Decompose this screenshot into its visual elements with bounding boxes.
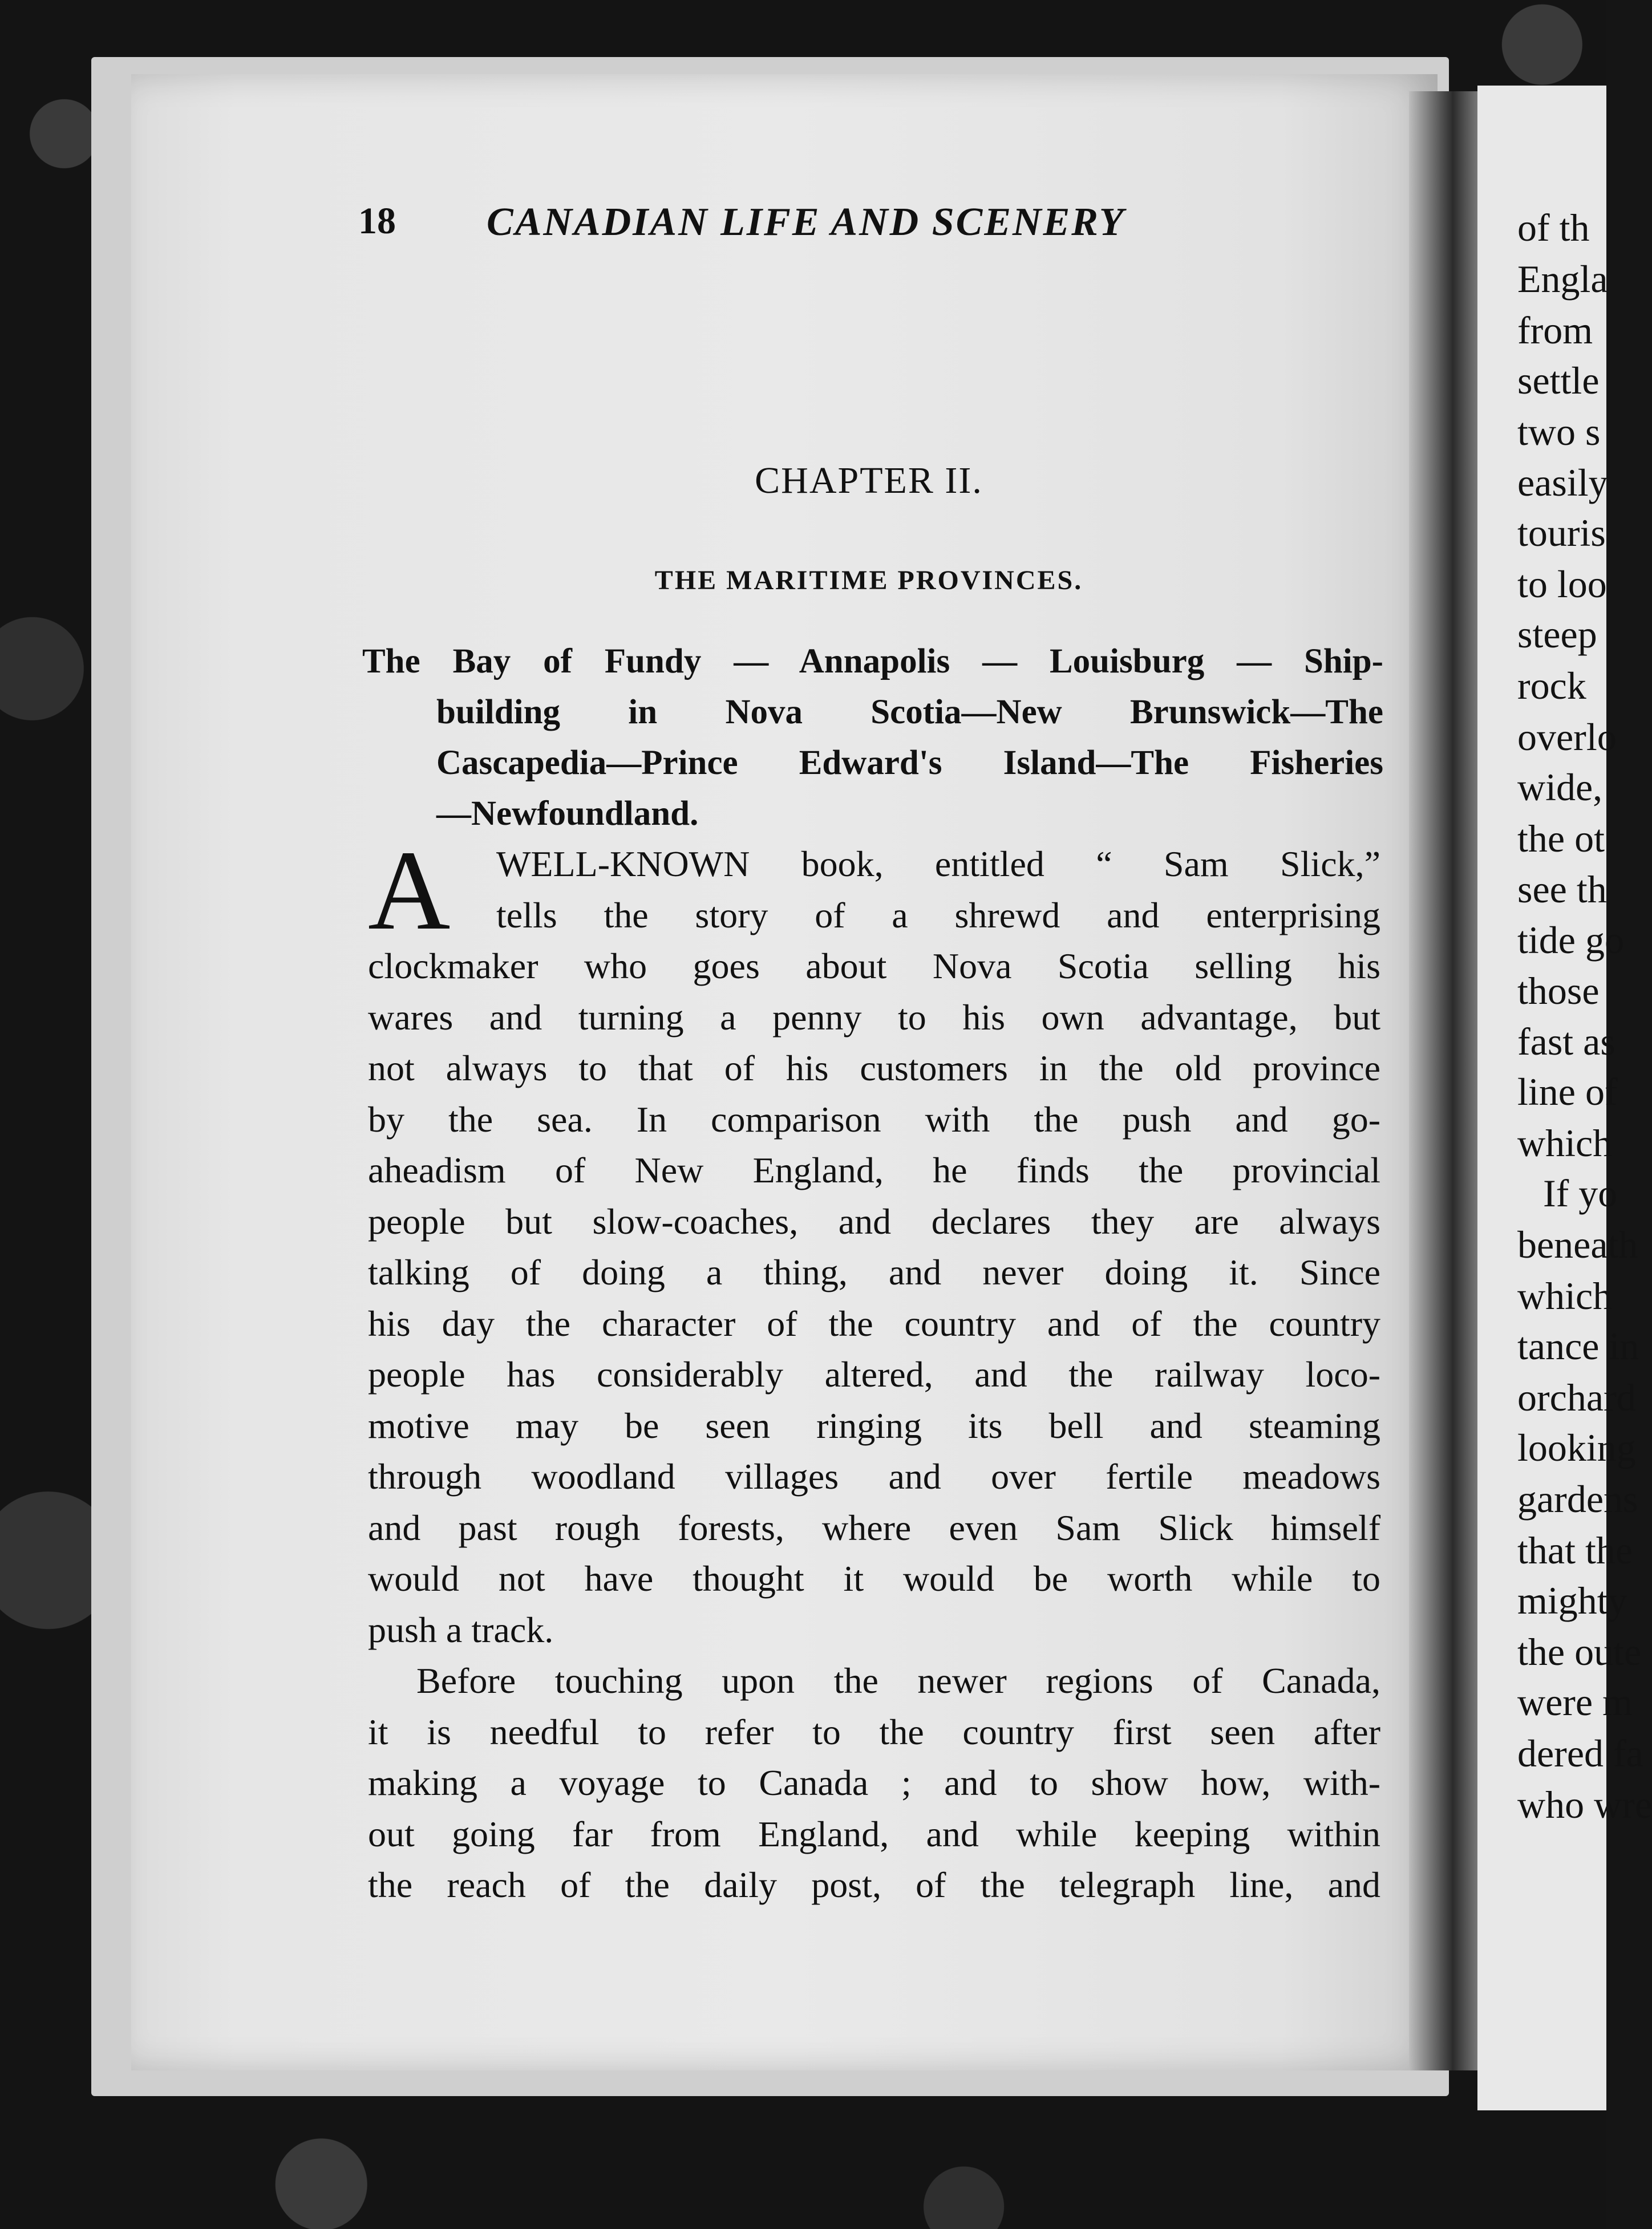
chapter-title: CHAPTER II.: [755, 460, 983, 501]
right-page-fragment: fast as: [1517, 1020, 1615, 1063]
text-line: making a voyage to Canada ; and to show how, with-: [368, 1762, 1380, 1803]
text-line: out going far from England, and while keeping within: [368, 1813, 1380, 1854]
right-page-fragment: rock: [1517, 664, 1586, 707]
right-page-fragment: touris: [1517, 511, 1606, 554]
text-line: wares and turning a penny to his own advantage, but: [368, 996, 1380, 1038]
right-page-fragment: mighty: [1517, 1579, 1627, 1622]
right-page-fragment: wide,: [1517, 765, 1603, 809]
running-head: [358, 200, 1237, 251]
book-gutter: [1409, 91, 1489, 2070]
synopsis-line: building in Nova Scotia—New Brunswick—The: [436, 693, 1383, 731]
right-page-fragment: overlo: [1517, 715, 1617, 759]
right-book-page: [1477, 86, 1652, 2110]
text-line: motive may be seen ringing its bell and steaming: [368, 1405, 1380, 1446]
text-line: by the sea. In comparison with the push and go-: [368, 1099, 1380, 1140]
text-line: through woodland villages and over fertile meadows: [368, 1456, 1380, 1497]
text-line: would not have thought it would be worth while to: [368, 1558, 1380, 1599]
right-page-fragment: beneath: [1517, 1223, 1638, 1266]
right-page-fragment: If yo: [1543, 1172, 1618, 1215]
right-page-fragment: tance in: [1517, 1324, 1639, 1368]
text-line: talking of doing a thing, and never doing it. Since: [368, 1252, 1380, 1292]
right-page-fragment: from: [1517, 309, 1593, 352]
right-page-fragment: settle: [1517, 359, 1600, 402]
right-page-fragment: two s: [1517, 410, 1601, 453]
drop-cap: A: [368, 828, 451, 954]
text-line: the reach of the daily post, of the telegraph line, and: [368, 1865, 1380, 1905]
text-line: tells the story of a shrewd and enterprising: [496, 894, 1380, 935]
right-page-fragment: steep: [1517, 613, 1597, 656]
right-page-fragment: that the: [1517, 1529, 1633, 1572]
synopsis-line: —Newfoundland.: [436, 795, 699, 833]
right-page-fragment: gardens: [1517, 1477, 1638, 1521]
text-line: Before touching upon the newer regions of Canada,: [416, 1660, 1380, 1701]
text-line: clockmaker who goes about Nova Scotia selling his: [368, 946, 1380, 986]
right-page-fragment: who wre: [1517, 1783, 1652, 1826]
synopsis-line: The Bay of Fundy — Annapolis — Louisburg — Ship-: [362, 642, 1383, 680]
text-line: people has considerably altered, and the railway loco-: [368, 1354, 1380, 1395]
text-line: not always to that of his customers in the old province: [368, 1048, 1380, 1088]
right-page-fragment: orchard: [1517, 1376, 1636, 1419]
text-line: it is needful to refer to the country first seen after: [368, 1711, 1380, 1752]
text-line: aheadism of New England, he finds the provincial: [368, 1150, 1380, 1190]
right-page-fragment: dered fa: [1517, 1732, 1643, 1775]
text-line: and past rough forests, where even Sam Slick himself: [368, 1507, 1380, 1548]
right-page-fragment: which: [1517, 1274, 1613, 1318]
right-page-fragment: looking: [1517, 1426, 1636, 1469]
text-line: push a track.: [368, 1609, 554, 1650]
paragraph-first-line: WELL-KNOWN book, entitled “ Sam Slick,”: [496, 844, 1380, 884]
body-text: [368, 838, 1380, 1911]
right-page-fragment: tide go: [1517, 918, 1624, 962]
right-page-fragment: those: [1517, 969, 1600, 1012]
right-page-fragment: to loo: [1517, 562, 1607, 606]
right-page-fragment: the ot: [1517, 817, 1605, 860]
text-line: people but slow-coaches, and declares they are always: [368, 1201, 1380, 1242]
page-number: 18: [358, 200, 396, 242]
chapter-synopsis: [362, 636, 1383, 839]
right-page-fragment: the oute: [1517, 1630, 1642, 1673]
right-page-fragment: which: [1517, 1121, 1613, 1165]
right-page-fragment: line of: [1517, 1070, 1618, 1113]
right-page-fragment: of th: [1517, 206, 1590, 249]
text-line: his day the character of the country and of the country: [368, 1303, 1380, 1344]
synopsis-line: Cascapedia—Prince Edward's Island—The Fisheries: [436, 744, 1383, 782]
running-title: CANADIAN LIFE AND SCENERY: [487, 200, 1125, 244]
right-page-fragment: easily: [1517, 461, 1608, 504]
right-page-fragment: see th: [1517, 868, 1607, 911]
section-title: THE MARITIME PROVINCES.: [654, 565, 1083, 595]
right-page-fragment: were m: [1517, 1680, 1633, 1724]
right-page-fragment: Engla: [1517, 257, 1608, 301]
